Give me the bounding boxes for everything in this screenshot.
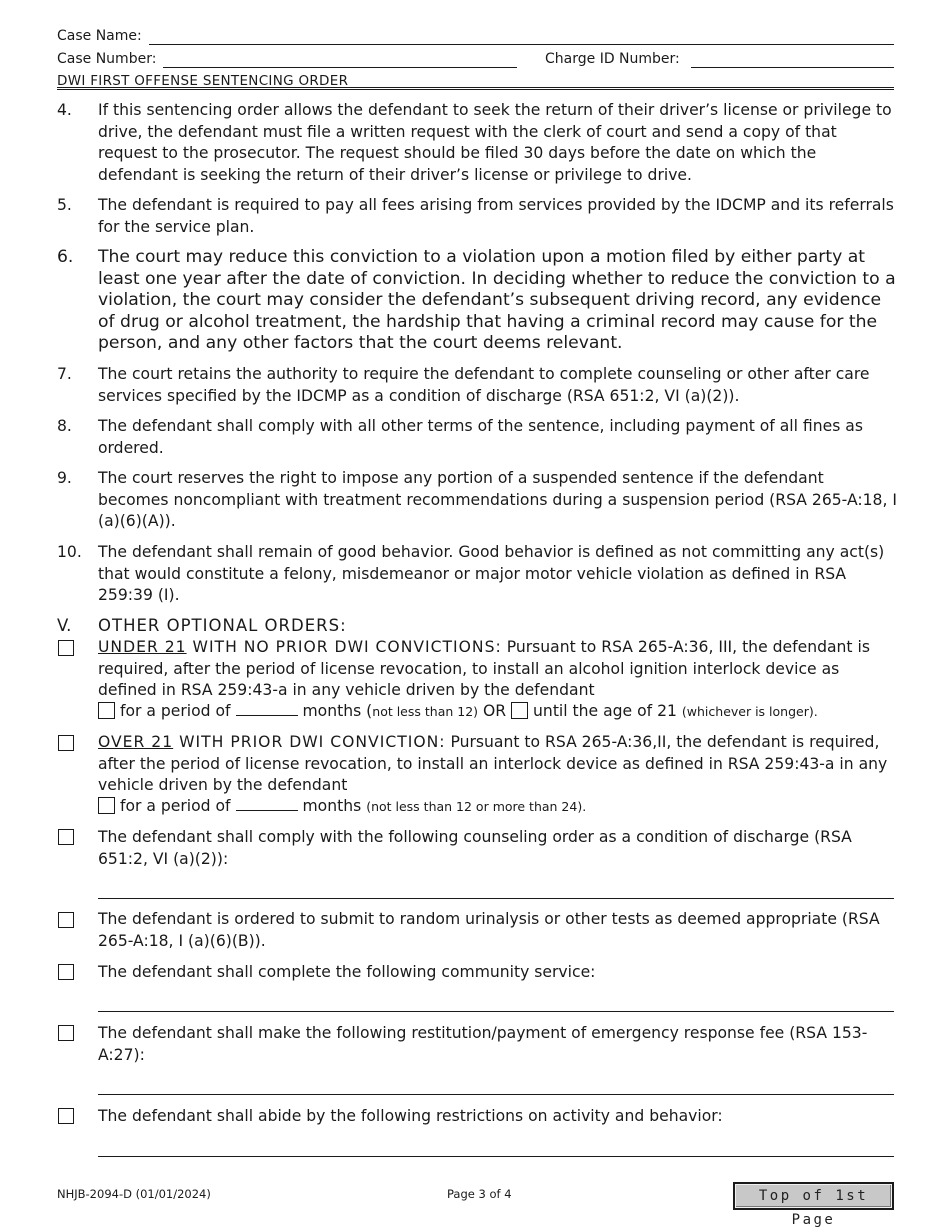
section-title: OTHER OPTIONAL ORDERS: [98,616,347,635]
counseling-field[interactable] [98,898,894,899]
section-v-heading [57,615,897,637]
under-21-period-checkbox[interactable] [98,702,115,719]
item-number: 6. [57,247,74,267]
item-text: The defendant shall comply with all other terms of the sentence, including payment of all fines as ordered. [98,417,863,457]
over-21-period-line [98,796,898,818]
community-service-option: The defendant shall complete the following community service: [98,963,596,981]
over-21-months-field[interactable] [236,809,298,811]
item-text: The defendant is required to pay all fees arising from services provided by the IDCMP and its referrals for the service plan. [98,196,894,236]
title-divider [57,87,894,90]
counseling-option: The defendant shall comply with the following counseling order as a condition of discharge (RSA 651:2, VI (a)(2)): [98,828,852,868]
over-21-lead: OVER 21 [98,733,174,751]
until-label: until the age of 21 [533,702,677,720]
item-number: 4. [57,101,72,119]
case-number-label: Case Number: [57,51,157,67]
item-10 [57,542,897,607]
period-label: for a period of [119,702,231,720]
range-note: (not less than 12 or more than 24). [366,799,587,814]
item-9 [57,468,897,533]
restrictions-field[interactable] [98,1156,894,1157]
top-of-first-page-button[interactable]: Top of 1st Page [733,1182,894,1210]
under-21-lead: UNDER 21 [98,638,187,656]
restitution-field[interactable] [98,1094,894,1095]
item-number: 10. [57,543,82,561]
item-text: The defendant shall remain of good behavior. Good behavior is defined as not committing any act(s) that would constitute a felony, misdemeanor or major motor vehicle violation as defined in RSA 259:39 (I). [98,543,885,604]
restitution-option: The defendant shall make the following restitution/payment of emergency response fee (RSA 153-A:27): [98,1024,868,1064]
over-21-heading: WITH PRIOR DWI CONVICTION: [173,733,446,751]
under-21-option [98,637,898,702]
under-21-checkbox[interactable] [58,640,74,656]
over-21-period-checkbox[interactable] [98,797,115,814]
under-21-months-field[interactable] [236,714,298,716]
whichever-note: (whichever is longer). [681,704,818,719]
item-6 [57,247,897,355]
urinalysis-option: The defendant is ordered to submit to random urinalysis or other tests as deemed appropriate (RSA 265-A:18, I (a)(6)(B)). [98,910,880,950]
community-service-field[interactable] [98,1011,894,1012]
restrictions-checkbox[interactable] [58,1108,74,1124]
item-number: 9. [57,469,72,487]
period-label: for a period of [119,797,231,815]
under-21-period-line [98,701,898,723]
charge-id-label: Charge ID Number: [545,51,680,67]
section-number: V. [57,616,72,635]
item-number: 5. [57,196,72,214]
restrictions-option: The defendant shall abide by the following restrictions on activity and behavior: [98,1107,723,1125]
over-21-option [98,732,898,797]
under-21-heading: WITH NO PRIOR DWI CONVICTIONS: [186,638,502,656]
charge-id-field[interactable] [691,67,894,68]
item-number: 8. [57,417,72,435]
item-text: The court reserves the right to impose any portion of a suspended sentence if the defendant becomes noncompliant with treatment recommendations during a suspension period (RSA 265-A:18, I (a)(6)(A)). [98,469,897,530]
over-21-checkbox[interactable] [58,735,74,751]
or-label: OR [478,702,512,720]
until-21-checkbox[interactable] [511,702,528,719]
page-number: Page 3 of 4 [447,1187,512,1201]
item-text: If this sentencing order allows the defendant to seek the return of their driver’s license or privilege to drive, the defendant must file a written request with the clerk of court and send a copy of that request to the prosecutor. The request should be filed 30 days before the date on which the defendant is seeking the return of their driver’s license or privilege to drive. [98,101,892,184]
item-text: The court may reduce this conviction to a violation upon a motion filed by either party at least one year after the date of conviction. In deciding whether to reduce the conviction to a violation, the court may consider the defendant’s subsequent driving record, any evidence of drug or alcohol treatment, the hardship that having a criminal record may cause for the person, and any other factors that the court deems relevant. [98,247,896,354]
months-label: months [302,797,367,815]
item-number: 7. [57,365,72,383]
min-note: not less than 12) [372,704,479,719]
form-title: DWI FIRST OFFENSE SENTENCING ORDER [57,73,349,89]
item-4 [57,100,897,186]
case-number-field[interactable] [163,67,517,68]
item-text: The court retains the authority to require the defendant to complete counseling or other after care services specified by the IDCMP as a condition of discharge (RSA 651:2, VI (a)(2)). [98,365,870,405]
under-21-text: Pursuant to RSA 265-A:36, III, the defendant is required, after the period of license revocation, to install an alcohol ignition interlock device as defined in RSA 259:43-a in any vehicle driven by the defendant [98,638,870,699]
months-label: months ( [302,702,373,720]
restitution-checkbox[interactable] [58,1025,74,1041]
item-8 [57,416,897,459]
form-number: NHJB-2094-D (01/01/2024) [57,1187,211,1201]
case-name-label: Case Name: [57,28,142,44]
community-service-checkbox[interactable] [58,964,74,980]
counseling-checkbox[interactable] [58,829,74,845]
over-21-text: Pursuant to RSA 265-A:36,II, the defendant is required, after the period of license revocation, to install an interlock device as defined in RSA 259:43-a in any vehicle driven by the defendant [98,733,888,794]
item-5 [57,195,897,238]
urinalysis-checkbox[interactable] [58,912,74,928]
item-7 [57,364,897,407]
case-name-field[interactable] [149,44,894,45]
